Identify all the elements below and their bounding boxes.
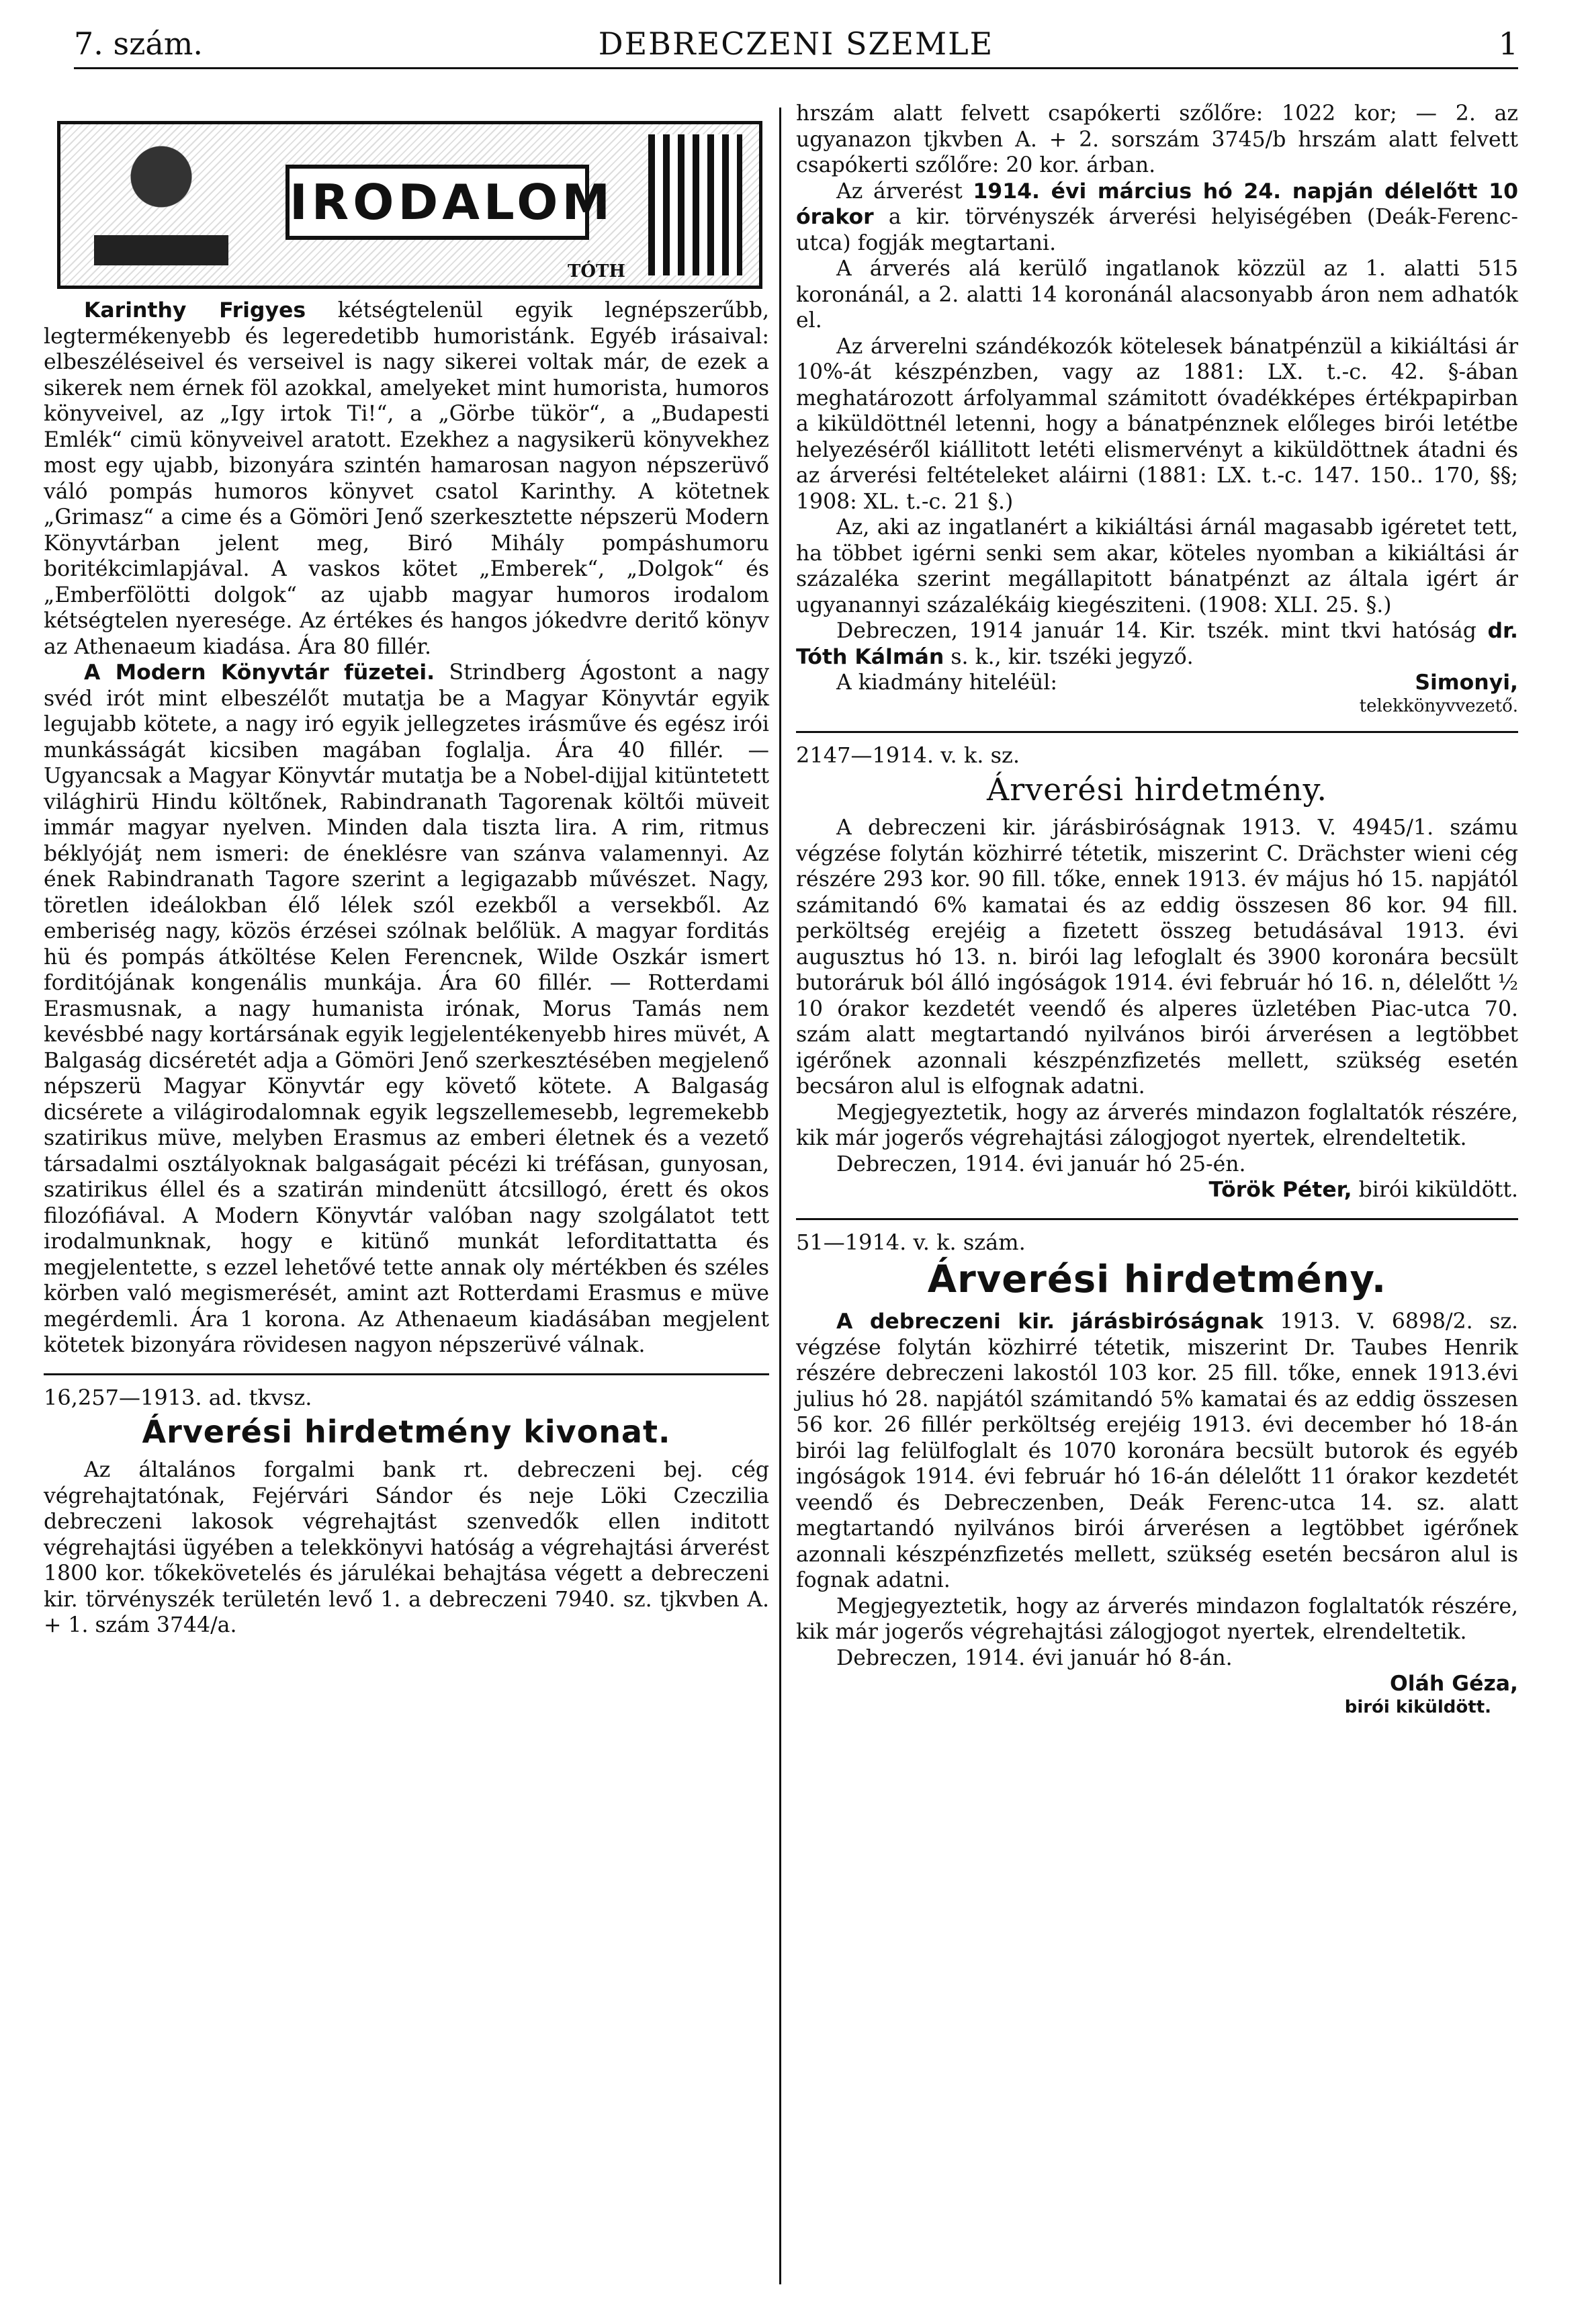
newspaper-title: DEBRECZENI SZEMLE [598, 26, 994, 62]
right-column [796, 101, 1518, 1717]
notice-signatory-role: birói kiküldött. [1344, 1696, 1491, 1717]
auction-date: 1914. évi március hó 24. napján délelőtt 10 órakor [796, 179, 1519, 229]
notice-signatory: Török Péter, [1208, 1178, 1352, 1202]
auction-date-post: a kir. törvényszék árverési helyiségében (Deák-Ferenc-utca) fogják megtartani. [796, 205, 1519, 255]
notice-continuation: hrszám alatt felvett csapókerti szőlőre: 1022 kor; — 2. az ugyanazon tjkvben A. + 2. sorszám 3745/b hrszám alatt felvett csapókerti szőlőre: 20 kor. árban. [796, 101, 1518, 177]
certifier-name: Simonyi, [1415, 671, 1518, 695]
notice-date: Debreczen, 1914. évi január hó 8-án. [836, 1645, 1233, 1670]
certification-line [796, 670, 1518, 696]
column-divider [779, 107, 781, 2284]
irodalom-banner [44, 101, 769, 292]
left-column [44, 101, 769, 1639]
article-karinthy [44, 298, 769, 660]
court-signatory-role: s. k., kir. tszéki jegyző. [951, 644, 1194, 669]
section-title: IRODALOM [285, 165, 589, 240]
issue-number: 7. szám. [74, 26, 204, 62]
notice-signatory: Oláh Géza, [1390, 1672, 1518, 1696]
notice-text [796, 1309, 1518, 1594]
certifier-role: telekkönyvvezető. [1359, 695, 1518, 716]
notice-title: Árverési hirdetmény. [986, 771, 1328, 808]
auction-date-pre: Az árverést [836, 179, 963, 204]
court-place-date: Debreczen, 1914 január 14. Kir. tszék. mint tkvi hatóság [836, 619, 1476, 643]
article-modern-konyvtar [44, 660, 769, 1359]
notice-body: 1913. V. 6898/2. sz. végzése folytán közhirré tétetik, miszerint Dr. Taubes Henrik részére debreczeni lakostól 103 kor. 25 fill. tőke, ennek 1913.évi julius hó 28. napjától számitandó 5% kamatai és az eddig összesen 56 kor. 26 fillér perköltség erejéig 1913. évi december hó 18-án birói lag felülfoglalt és 1070 koronára becsült butorok és egyéb ingóságok 1914. évi február hó 16-án délelőtt 11 órakor kezdetét veendő és Debreczenben, Deák Ferenc-utca 14. sz. alatt megtartandó nyilvános birói árverésen a legtöbbet igérőnek azonnali készpénzfizetés mellett, szükség esetén becsáron alul is fognak adatni. [796, 1309, 1518, 1592]
deposit-paragraph: Az árverelni szándékozók kötelesek bánatpénzül a kikiáltási ár 10%-át készpénzben, vagy az 1881: LX. t.-c. 42. §-ában meghatározott árfolyammal számitott óvadékképes értékpapirban a kiküldöttnél letenni, hogy a bánatpénznek előleges birói letétbe helyezéséről kiállitott letéti elismervényt a kiküldöttnek átadni és az árverési feltételeket aláirni (1881: LX. t.-c. 147. 150.. 170, §§; 1908: XL. t.-c. 21 §.) [796, 334, 1518, 514]
notice-title: Árverési hirdetmény. [927, 1258, 1387, 1301]
notice-text: Megjegyeztetik, hogy az árverés mindazon foglaltatók részére, kik már jogerős végrehajtási zálogjogot nyertek, elrendeltetik. [796, 1100, 1518, 1150]
modern-konyvtar-text: Strindberg Ágostont a nagy svéd irót mint elbeszélőt mutatja be a Magyar Könyvtár egyik legujabb kötete, a nagy iró egyik jellegzetes irásműve és egész irói munkásságát kicsiben magában foglalja. Ára 40 fillér. — Ugyancsak a Magyar Könyvtár mutatja be a Nobel-dijjal kitüntetett világhirü Hindu költőnek, Rabindranath Tagorenak költői müveit immár magyar nyelven. Minden dala tiszta lira. A rim, ritmus béklyójáţ nem ismeri: de éneklésre van szánva valamennyi. Az ének Rabindranath Tagore szerint a legigazabb művészet. Nagy, töretlen ideálokban élő lélek szól ezekből a versekből. Az emberiség nagy, közös érzései szólnak belőlük. A magyar forditás hü és pompás átköltése Kelen Ferencnek, Wilde Oszkár ismert forditójának kongenális munkája. Ára 60 fillér. — Rotterdami Erasmusnak, a nagy humanista irónak, Morus Tamás nem kevésbbé nagy kortársának egyik legjelentékenyebb hires müvét, A Balgaság dicséretét adja a Gömöri Jenő szerkesztésében megjelenő népszerü Magyar Könyvtár egy követő kötete. A Balgaság dicsérete a világirodalomnak egyik legszellemesebb, legremekebb szatirikus müve, melyben Erasmus az emberi életnek és a vezető társadalmi osztályoknak balgaságait pécézi ki tréfásan, gunyosan, szatirikus éllel és a szatirán mindenütt átcsillogó, érett és okos filozófiával. A Modern Könyvtár valóban nagy szolgálatot tett irodalmunknak, hogy e kitünő munkát leforditattatta és megjelentette, s ezzel lehetővé tette annak oly mértékben és széles körben való megismerését, amint azt Rotterdami Erasmus e müve megérdemli. Ára 1 korona. Az Athenaeum kiadásában megjelent kötetek bizonyára rövidesen nagyon népszerüvé válnak. [44, 660, 769, 1357]
notice-signature [796, 1177, 1518, 1203]
separator-rule [796, 731, 1518, 733]
notice-text: Az általános forgalmi bank rt. debreczeni bej. cég végrehajtatónak, Fejérvári Sándor és neje Löki Czeczilia debreczeni lakosok végrehajtást szenvedők ellen inditott végrehajtási ügyében a telekkönyvi hatóság a végrehajtási árverést 1800 kor. tőkekövetelés és járulékai behajtása végett a debreczeni kir. törvényszék területén levő 1. a debreczeni 7940. sz. tjkvben A. + 1. szám 3744/a. [44, 1458, 769, 1637]
separator-rule [796, 1218, 1518, 1220]
auction-date-paragraph [796, 179, 1518, 257]
minimum-price-paragraph: A árverés alá kerülő ingatlanok közzül az 1. alatti 515 koronánál, a 2. alatti 14 koronánál alacsonyabb áron nem adhatók el. [796, 257, 1518, 333]
court-signature-line [796, 618, 1518, 670]
karinthy-text: kétségtelenül egyik legnépszerűbb, legtermékenyebb és legeredetibb humoristánk. Egyéb irásaival: elbeszéléseivel és verseivel is nagy sikerei voltak már, de ezek a sikerek nem érnek föl azokkal, amelyeket mint humorista, humoros könyveivel, az „Igy irtok Ti!“, a „Görbe tükör“, a „Budapesti Emlék“ cimü könyveivel aratott. Ezekhez a nagysikerü könyvekhez most egy ujabb, bizonyára szintén hamarosan nagyon népszerüvő váló pompás humoros könyvet csatol Karinthy. A kötetnek „Grimasz“ a cime és a Gömöri Jenő szerkesztette népszerü Modern Könyvtárban jelent meg, Biró Mihály pompáshumoru boritékcimlapjával. A vaskos kötet „Emberek“, „Dolgok“ és „Emberfölötti dolgok“ az ujabb magyar humoros irodalom kétségtelen nyeresége. Az értékes és hangos jókedvre deritő könyv az Athenaeum kiadása. Ára 80 fillér. [44, 298, 770, 659]
notice-lead: A debreczeni kir. járásbiróságnak [836, 1309, 1264, 1334]
karinthy-name: Karinthy Frigyes [84, 298, 306, 322]
notice-number: 2147—1914. v. k. sz. [796, 742, 1020, 768]
page-number: 1 [1498, 26, 1518, 62]
reading-figure-illustration [74, 134, 249, 275]
running-head [74, 20, 1518, 69]
notice-title: Árverési hirdetmény kivonat. [142, 1414, 671, 1450]
modern-konyvtar-heading: A Modern Könyvtár füzetei. [84, 660, 435, 685]
notice-signatory-role: birói kiküldött. [1358, 1178, 1518, 1202]
notice-text: Megjegyeztetik, hogy az árverés mindazon foglaltatók részére, kik már jogerős végrehajtási zálogjogot nyertek, elrendeltetik. [796, 1594, 1518, 1644]
court-signatory: dr. Tóth Kálmán [796, 619, 1518, 669]
notice-number: 51—1914. v. k. szám. [796, 1229, 1026, 1255]
notice-text: A debreczeni kir. járásbiróságnak 1913. V. 4945/1. számu végzése folytán közhirré tétetik, miszerint C. Drächster wieni cég részére 293 kor. 90 fill. tőke, ennek 1913. év május hó 15. napjától számitandó 6% kamatai és az eddig összesen 86 kor. 94 fill. perköltség erejéig a fizetett összeg betudásával 1913. évi augusztus hó 13. n. birói lag lefoglalt és 3900 koronára becsült butoráruk ból álló ingóságok 1914. évi február hó 16. n, délelőtt ½ 10 órakor kezdetét veendő és alperes üzletében Piac-utca 70. szám alatt megtartandó nyilvános birói árverésen a legtöbbet igérőnek azonnali készpénzfizetés mellett, szükség esetén becsáron alul is elfognak adatni. [796, 816, 1518, 1099]
illustrator-signature: TÓTH [568, 261, 625, 282]
bookshelf-illustration [648, 134, 742, 275]
notice-date: Debreczen, 1914. évi január hó 25-én. [836, 1152, 1246, 1176]
bid-paragraph: Az, aki az ingatlanért a kikiáltási árnál magasabb igéretet tett, ha többet igérni senki sem akar, köteles nyomban a kikiáltási ár százaléka szerint megállapitott bánatpénzt az általa igért ár ugyanannyi százalékáig kiegésziteni. (1908: XLI. 25. §.) [796, 515, 1518, 617]
notice-number: 16,257—1913. ad. tkvsz. [44, 1384, 312, 1410]
certification-label: A kiadmány hiteléül: [836, 671, 1057, 695]
separator-rule [44, 1373, 769, 1375]
